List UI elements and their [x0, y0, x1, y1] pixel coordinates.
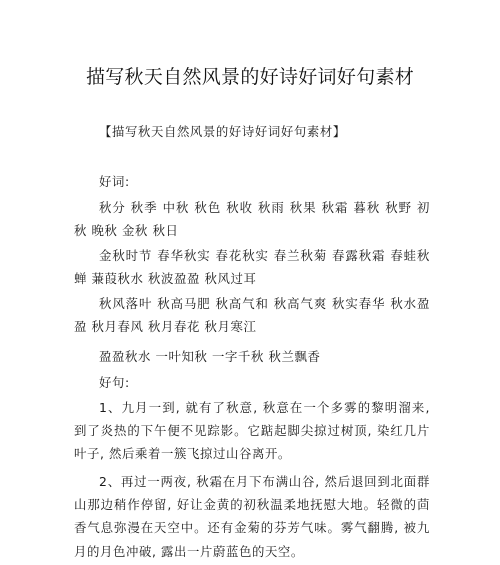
sentences-section-label: 好句: [99, 375, 130, 390]
word-group: 金秋时节 春华秋实 春花秋实 春兰秋菊 春露秋霜 春蛙秋蝉 蒹葭秋水 秋波盈盈 秋风过耳 [74, 248, 430, 287]
word-group: 盈盈秋水 一叶知秋 一字千秋 秋兰飘香 [99, 349, 321, 364]
word-group: 秋分 秋季 中秋 秋色 秋收 秋雨 秋果 秋霜 暮秋 秋野 初秋 晚秋 金秋 秋日 [74, 200, 430, 239]
sentence-paragraph: 1、九月一到, 就有了秋意, 秋意在一个多雾的黎明溜来, 到了炎热的下午便不见踪影。它踮起脚尖掠过树顶, 染红几片叶子, 然后乘着一簇飞掠过山谷离开。 [74, 400, 430, 462]
words-section-label: 好词: [99, 174, 130, 189]
document-title: 描写秋天自然风景的好诗好词好句素材 [85, 66, 415, 88]
document-subtitle: 【描写秋天自然风景的好诗好词好句素材】 [99, 124, 346, 139]
word-group: 秋风落叶 秋高马肥 秋高气和 秋高气爽 秋实春华 秋水盈盈 秋月春风 秋月春花 秋月寒江 [74, 296, 430, 335]
sentence-paragraph: 2、再过一两夜, 秋霜在月下布满山谷, 然后退回到北面群山那边稍作停留, 好让金黄的初秋温柔地抚慰大地。轻微的茴香气息弥漫在天空中。还有金菊的芬芳气味。雾气翻腾, 被九月的月色冲破, 露出一片蔚蓝色的天空。 [74, 474, 430, 559]
